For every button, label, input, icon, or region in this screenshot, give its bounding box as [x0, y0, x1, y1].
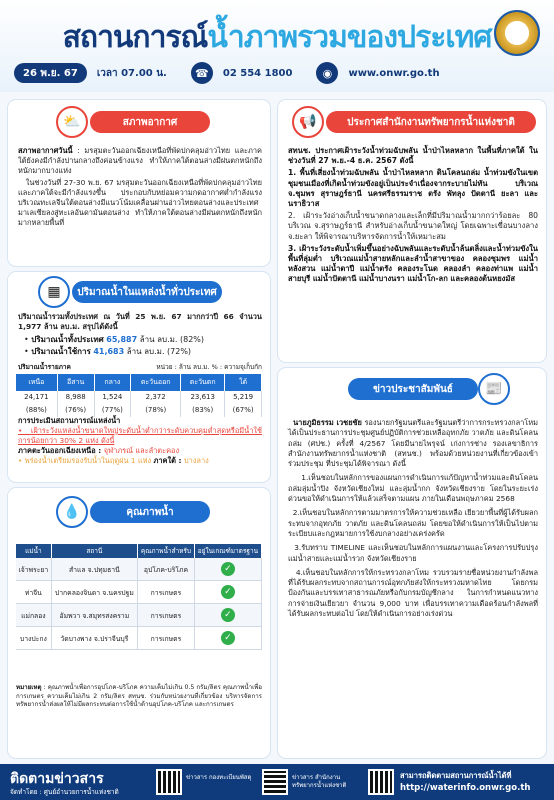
weather-p2: ในช่วงวันที่ 27-30 พ.ย. 67 มรสุมตะวันออกเฉียงเหนือที่พัดปกคลุมอ่าวไทยและภาคใต้จะมีกำลังแรงขึ้น ประกอบกับหย่อมความกดอากาศต่ำกำลังแรงบริเวณทะเลจีนใต้ตอนล่างมีแนวโน้มเคลื่อนผ่านอ่าวไทยตอนล่างและประเทศมาเลเซียลงสู่ทะเลอันดามันตอนล่าง ทำให้ภาคใต้ตอนล่างมีฝนตกหนักถึงหนักมากหลายพื้นที่: [18, 178, 262, 227]
pr-lead-name: นายภูมิธรรม เวชยชัย: [293, 418, 362, 427]
qr-label-1: ข่าวสาร กองทะเบียนพัสดุ: [186, 774, 252, 781]
usable-volume-row: • ปริมาณน้ำใช้การ 41,683 ล้าน ลบ.ม. (72%): [24, 347, 192, 356]
wic-url[interactable]: http://waterinfo.onwr.go.th: [400, 783, 531, 793]
assessment-text-1: เฝ้าระวังแหล่งน้ำขนาดใหญ่ระดับน้ำต่ำกว่าระดับควบคุมต่ำสุดหรือมีน้ำใช้การน้อยกว่า 30% 2 แห่ง ดังนี้: [18, 426, 262, 445]
quality-table: [16, 544, 262, 650]
usable-value: 41,683: [93, 347, 125, 356]
quality-body: [16, 558, 262, 650]
check-icon: ✓: [221, 585, 235, 599]
megaphone-icon: 📢: [292, 106, 324, 138]
onwr-logo: [494, 10, 540, 56]
onwr-text: [288, 146, 538, 285]
quality-header-cell: สถานี: [51, 544, 137, 558]
assessment-item-3: • พร่องน้ำเตรียมรองรับน้ำในฤดูฝน 1 แห่ง ภาคใต้ : บางลาง: [18, 456, 209, 465]
newspaper-icon: 📰: [478, 373, 510, 405]
weather-p1: : มรสุมตะวันออกเฉียงเหนือที่พัดปกคลุมอ่าวไทย และภาคใต้ยังคงมีกำลังปานกลางถึงค่อนข้างแรง ทำให้ภาคใต้ตอนล่างมีฝนตกหนักถึงหนักมากบางแห่ง: [18, 146, 262, 175]
date-badge: 26 พ.ย. 67: [14, 63, 87, 83]
quality-row: [16, 627, 262, 650]
assessment-region-2: ภาคตะวันออกเฉียงเหนือ :: [18, 446, 104, 455]
quality-header-cell: คุณภาพน้ำสำหรับ: [138, 544, 195, 558]
check-icon: ✓: [221, 631, 235, 645]
title-part-2: น้ำภาพรวมของประเทศ: [207, 20, 492, 55]
quality-row: [16, 604, 262, 627]
quality-status-cell: [194, 627, 261, 650]
page-title: [0, 14, 554, 61]
follow-title: ติดตามข่าวสาร: [10, 771, 104, 787]
quality-river-cell: บางปะกง: [16, 627, 51, 650]
region-percent-cell: (78%): [131, 404, 181, 417]
region-value-cell: 24,171: [16, 391, 57, 404]
header: [0, 0, 554, 92]
assessment-dams-2: จุฬาภรณ์ และลำตะคอง: [103, 446, 180, 455]
region-header-row: [16, 374, 262, 391]
onwr-item-1: 1. พื้นที่เสี่ยงน้ำท่วมฉับพลัน น้ำป่าไหลหลาก ดินโคลนถล่ม น้ำท่วมขังในเขตชุมชนเมืองที่เกิดน้ำท่วมขังอยู่เป็นประจำเนื่องจากระบายไม่ทัน บริเวณ จ.ชุมพร สุราษฎร์ธานี นครศรีธรรมราช ตรัง พัทลุง ปัตตานี ยะลา และนราธิวาส: [288, 168, 538, 209]
region-table-title: ปริมาณน้ำรายภาค: [18, 363, 71, 371]
onwr-item-2: 2. เฝ้าระวังอ่างเก็บน้ำขนาดกลางและเล็กที่มีปริมาณน้ำมากกว่าร้อยละ 80 บริเวณ จ.สุราษฎร์ธานี สำหรับอ่างเก็บน้ำขนาดใหญ่ โดยเฉพาะเขื่อนบางลาง จ.ยะลา ให้พิจารณาบริหารจัดการน้ำให้เหมาะสม: [288, 211, 538, 241]
region-table: [16, 374, 262, 417]
pr-p2: 1.เห็นชอบในหลักการของแผนการดำเนินการแก้ปัญหาน้ำท่วมและดินโคลนถล่มลุ่มน้ำปิง จังหวัดเชียงใหม่ และลุ่มน้ำกก จังหวัดเชียงราย โดยในระยะเร่งด่วนขอให้ดำเนินการให้แล้วเสร็จตามแผน ภายในเดือนพฤษภาคม 2568: [288, 473, 538, 504]
quality-row: [16, 581, 262, 604]
assessment-text-3: พร่องน้ำเตรียมรองรับน้ำในฤดูฝน 1 แห่ง: [24, 456, 154, 465]
region-header-cell: กลาง: [94, 374, 131, 391]
pr-p5: 4.เห็นชอบในหลักการให้กระทรวงกลาโหม รวบรวมรายชื่อหน่วยงานกำลังพลที่ได้รับผลกระทบจากสถานการณ์อุทกภัยส่งให้กระทรวงมหาดไทย โดยกรมป้องกันและบรรเทาสาธารณภัยหรือกับกรมบัญชีกลาง ในการกำหนดแนวทางการจ่ายเงินเยียวยา จำนวน 9,000 บาท เพื่อบรรเทาความเดือดร้อนกำลังพลที่ได้รับผลกระทบต่อไป โดยให้ดำเนินการอย่างเร่งด่วน: [288, 567, 539, 619]
quality-station-cell: สำแล จ.ปทุมธานี: [51, 558, 137, 581]
assessment-region-3: ภาคใต้ :: [153, 456, 184, 465]
region-value-cell: 2,372: [131, 391, 181, 404]
volume-heading: ปริมาณน้ำในแหล่งน้ำทั่วประเทศ: [72, 281, 222, 303]
quality-river-cell: ท่าจีน: [16, 581, 51, 604]
wic-label: สามารถติดตามสถานการณ์น้ำได้ที่: [400, 771, 512, 780]
quality-heading: คุณภาพน้ำ: [90, 501, 210, 523]
pr-heading: ข่าวประชาสัมพันธ์: [348, 378, 478, 400]
weather-heading: สภาพอากาศ: [90, 111, 210, 133]
globe-icon: ◉: [316, 62, 338, 84]
weather-panel: [8, 100, 270, 266]
total-volume-row: • ปริมาณน้ำทั้งประเทศ 65,887 ล้าน ลบ.ม. (82%): [24, 335, 205, 344]
quality-row: [16, 558, 262, 581]
quality-status-cell: [194, 604, 261, 627]
total-value: 65,887: [106, 335, 138, 344]
quality-river-cell: แม่กลอง: [16, 604, 51, 627]
quality-note-text: : คุณภาพน้ำเพื่อการอุปโภค-บริโภค ความเค็มไม่เกิน 0.5 กรัม/ลิตร คุณภาพน้ำเพื่อการเกษตร ความเค็มไม่เกิน 2 กรัม/ลิตร สทนช. ร่วมกับหน่วยงานที่เกี่ยวข้อง บริหารจัดการทรัพยากรน้ำส่งผลให้ไม่มีผลกระทบต่อการใช้น้ำด้านอุปโภค-บริโภค และการเกษตร: [16, 684, 262, 708]
onwr-announcement-panel: [278, 100, 546, 362]
check-icon: ✓: [221, 608, 235, 622]
pr-p1: รองนายกรัฐมนตรีและรัฐมนตรีว่าการกระทรวงกลาโหม ได้เป็นประธานการประชุมศูนย์ปฏิบัติการช่วยเหลืออุทกภัย วาตภัย และดินโคลนถล่ม (ศปช.) ครั้งที่ 4/2567 โดยมีนายไพรุจน์ เก่งการช่าง รองเลขาธิการสำนักงานทรัพยากรน้ำแห่งชาติ (สทนช.) พร้อมด้วยหน่วยงานที่เกี่ยวข้องเข้าร่วมประชุม ที่ประชุมได้พิจารณา ดังนี้: [288, 418, 538, 469]
website-link[interactable]: www.onwr.go.th: [348, 67, 440, 79]
region-percent-cell: (77%): [94, 404, 131, 417]
region-table-unit: หน่วย : ล้าน ลบ.ม. % : ความจุเก็บกัก: [156, 363, 262, 371]
assessment-block: [18, 416, 262, 466]
weather-lead: สภาพอากาศวันนี้: [18, 146, 73, 155]
quality-station-cell: อัมพวา จ.สมุทรสงคราม: [51, 604, 137, 627]
footer: [0, 764, 554, 800]
check-icon: ✓: [221, 562, 235, 576]
region-percent-cell: (67%): [225, 404, 262, 417]
region-header-cell: เหนือ: [16, 374, 57, 391]
volume-summary: [24, 334, 264, 358]
region-header-cell: ตะวันตก: [181, 374, 225, 391]
usable-unit: ล้าน ลบ.ม. (72%): [126, 347, 192, 356]
assessment-item-1: • เฝ้าระวังแหล่งน้ำขนาดใหญ่ระดับน้ำต่ำกว่าระดับควบคุมต่ำสุดหรือมีน้ำใช้การน้อยกว่า 30% 2 แห่ง ดังนี้: [18, 426, 262, 445]
quality-use-cell: การเกษตร: [138, 627, 195, 650]
quality-use-cell: อุปโภค-บริโภค: [138, 558, 195, 581]
quality-header-cell: อยู่ในเกณฑ์มาตรฐาน: [194, 544, 261, 558]
region-header-cell: ตะวันออก: [131, 374, 181, 391]
region-header-cell: ใต้: [225, 374, 262, 391]
onwr-item-3: 3. เฝ้าระวังระดับน้ำเพิ่มขึ้นอย่างฉับพลันและระดับน้ำล้นตลิ่งและน้ำท่วมขังในพื้นที่ลุ่มต่ำ บริเวณแม่น้ำสายหลักและลำน้ำสาขาของ คลองชุมพร แม่น้ำหลังสวน แม่น้ำตาปี แม่น้ำตรัง คลองระโนด คลองลำ คลองท่าแพ แม่น้ำสายบุรี แม่น้ำปัตตานี แม่น้ำบางนรา แม่น้ำโก-ลก และคลองต้นหยงมัส: [288, 243, 538, 284]
phone-number[interactable]: 02 554 1800: [222, 67, 293, 79]
assessment-item-2: [18, 446, 262, 456]
press-release-panel: [278, 368, 546, 758]
weather-icon: ⛅: [56, 106, 88, 138]
reservoir-icon: ▦: [38, 276, 70, 308]
quality-station-cell: วัดบางพาง จ.ปราจีนบุรี: [51, 627, 137, 650]
quality-header-row: [16, 544, 262, 558]
quality-status-cell: [194, 581, 261, 604]
volume-intro: ปริมาณน้ำรวมทั้งประเทศ ณ วันที่ 25 พ.ย. 67 มากกว่าปี 66 จำนวน 1,977 ล้าน ลบ.ม. สรุปได้ดังนี้: [18, 312, 262, 331]
qr-code-2[interactable]: [262, 769, 288, 795]
quality-status-cell: [194, 558, 261, 581]
time-label: เวลา 07.00 น.: [96, 67, 167, 79]
water-quality-panel: [8, 488, 270, 758]
usable-label: ปริมาณน้ำใช้การ: [31, 347, 91, 356]
onwr-intro: สทนช. ประกาศเฝ้าระวังน้ำท่วมฉับพลัน น้ำป่าไหลหลาก ในพื้นที่ภาคใต้ ในช่วงวันที่ 27 พ.ย.-4 ธ.ค. 2567 ดังนี้: [288, 146, 538, 166]
pr-p3: 2.เห็นชอบในหลักการตามมาตรการให้ความช่วยเหลือ เยียวยาพื้นที่ผู้ได้รับผลกระทบจากอุทกภัย วาตภัย และดินโคลนถล่ม โดยขอให้ดำเนินการให้เป็นไปตามระเบียบและกฎหมายการใช้งบกลางอย่างเคร่งครัด: [288, 508, 538, 538]
region-table-caption: [18, 362, 262, 372]
assessment-heading: การประเมินสถานการณ์แหล่งน้ำ: [18, 416, 121, 425]
assessment-dam-3: บางลาง: [183, 456, 209, 465]
quality-note-label: หมายเหตุ: [16, 684, 42, 691]
quality-station-cell: ปากคลองจินดา จ.นครปฐม: [51, 581, 137, 604]
qr-code-1[interactable]: [156, 769, 182, 795]
pr-text: [288, 418, 538, 619]
onwr-heading: ประกาศสำนักงานทรัพยากรน้ำแห่งชาติ: [326, 111, 536, 133]
water-volume-panel: [8, 272, 270, 482]
quality-use-cell: การเกษตร: [138, 581, 195, 604]
region-value-cell: 5,219: [225, 391, 262, 404]
quality-note: [16, 684, 262, 710]
quality-river-cell: เจ้าพระยา: [16, 558, 51, 581]
water-drop-icon: 💧: [56, 496, 88, 528]
pr-p4: 3.รับทราบ TIMELINE และเห็นชอบในหลักการแผนงานและโครงการปรับปรุงแม่น้ำสายและแม่น้ำรวก จังหวัดเชียงราย: [288, 543, 539, 563]
quality-header-cell: แม่น้ำ: [16, 544, 51, 558]
region-percent-cell: (83%): [181, 404, 225, 417]
info-bar: [14, 62, 444, 84]
region-value-row: [16, 391, 262, 404]
quality-use-cell: การเกษตร: [138, 604, 195, 627]
qr-code-3[interactable]: [368, 769, 394, 795]
region-header-cell: อีสาน: [57, 374, 94, 391]
total-label: ปริมาณน้ำทั้งประเทศ: [31, 335, 104, 344]
region-value-cell: 1,524: [94, 391, 131, 404]
title-part-1: สถานการณ์: [62, 20, 208, 55]
source-credit: จัดทำโดย : ศูนย์อำนวยการน้ำแห่งชาติ: [10, 788, 119, 796]
region-value-cell: 8,988: [57, 391, 94, 404]
region-percent-cell: (88%): [16, 404, 57, 417]
phone-icon: ☎: [191, 62, 213, 84]
weather-text: [18, 146, 262, 228]
region-percent-cell: (76%): [57, 404, 94, 417]
total-unit: ล้าน ลบ.ม. (82%): [139, 335, 205, 344]
region-value-cell: 23,613: [181, 391, 225, 404]
qr-label-2: ข่าวสาร สำนักงานทรัพยากรน้ำแห่งชาติ: [292, 774, 347, 789]
